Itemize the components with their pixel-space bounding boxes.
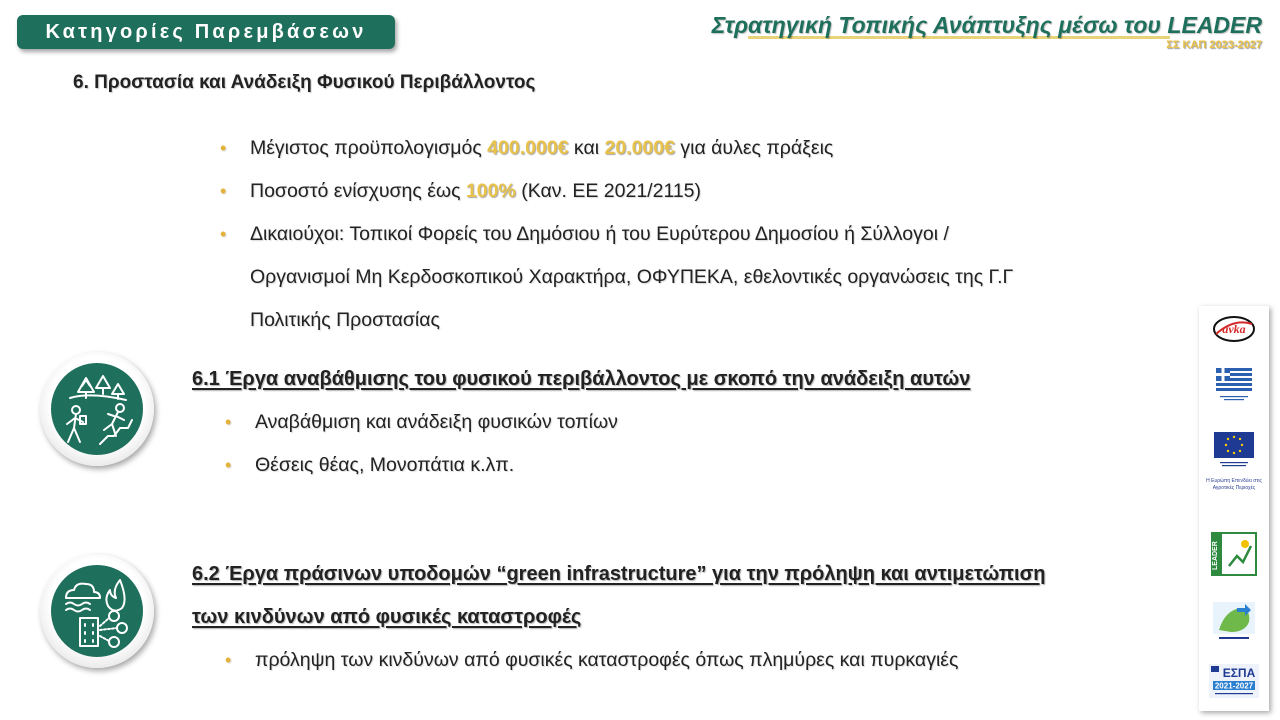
espa-years-text: 2021-2027: [1214, 681, 1254, 691]
leader-logo-text: LEADER: [1212, 541, 1219, 570]
eu-caption: Η Ευρώπη Επενδύει στις Αγροτικές Περιοχές: [1206, 478, 1262, 491]
budget-intangible-value: 20.000€: [604, 137, 675, 159]
list-item: [225, 401, 618, 444]
brand-title: Στρατηγική Τοπικής Ανάπτυξης μέσω του LEADER: [711, 12, 1262, 38]
aid-rate-value: 100%: [465, 180, 516, 202]
budget-max-value: 400.000€: [487, 137, 569, 159]
sponsor-logos-sidebar: [1199, 306, 1269, 711]
bullet-text: για άυλες πράξεις: [674, 137, 834, 159]
beneficiaries-line-2: Οργανισμοί Μη Κερδοσκοπικού Χαρακτήρα, ΟΦΥΠΕΚΑ, εθελοντικές οργανώσεις της Γ.Γ: [250, 266, 1014, 288]
subsection-2-title-line-1: 6.2 Έργα πράσινων υποδομών “green infrastructure” για την πρόληψη και αντιμετώπιση: [192, 563, 1046, 585]
csp-2023-2027-logo: [1211, 600, 1257, 649]
list-item: [225, 444, 618, 487]
list-item-text: πρόληψη των κινδύνων από φυσικές καταστροφές όπως πλημύρες και πυρκαγιές: [255, 649, 959, 671]
bullet-dot-icon: •: [225, 455, 232, 475]
list-item-text: Αναβάθμιση και ανάδειξη φυσικών τοπίων: [255, 411, 618, 433]
bullet-text: Ποσοστό ενίσχυσης έως: [250, 180, 466, 202]
eu-flag-icon: [1212, 432, 1256, 477]
avka-logo: [1212, 314, 1256, 349]
main-bullet-list: [220, 127, 1120, 342]
subsection-2-title-line-2: των κινδύνων από φυσικές καταστροφές: [192, 606, 582, 628]
bullet-text: (Καν. ΕΕ 2021/2115): [515, 180, 702, 202]
bullet-dot-icon: •: [225, 650, 232, 670]
subsection-1-title: 6.1 Έργα αναβάθμισης του φυσικού περιβάλλοντος με σκοπό την ανάδειξη αυτών: [192, 368, 971, 390]
subsection-2-list: [225, 639, 958, 682]
category-tag: Κατηγορίες Παρεμβάσεων: [17, 15, 395, 49]
bullet-text: και: [568, 137, 605, 159]
leader-logo: [1211, 532, 1257, 581]
hiking-icon: [40, 352, 154, 466]
bullet-budget: [220, 127, 1120, 170]
avka-logo-text: avka: [1222, 322, 1246, 336]
beneficiaries-line-1: Δικαιούχοι: Τοπικοί Φορείς του Δημόσιου ή του Ευρύτερου Δημοσίου ή Σύλλογοι /: [250, 223, 949, 245]
bullet-text: Μέγιστος προϋπολογισμός: [250, 137, 488, 159]
subsection-1-list: [225, 401, 618, 487]
bullet-dot-icon: •: [220, 138, 227, 158]
bullet-dot-icon: •: [220, 181, 227, 201]
bullet-beneficiaries: [220, 213, 1120, 342]
brand-subtitle: ΣΣ ΚΑΠ 2023-2027: [1166, 39, 1262, 51]
bullet-dot-icon: •: [220, 224, 227, 244]
list-item-text: Θέσεις θέας, Μονοπάτια κ.λπ.: [255, 454, 515, 476]
bullet-aid-rate: [220, 170, 1120, 213]
green-infrastructure-icon: [40, 554, 154, 668]
section-heading: 6. Προστασία και Ανάδειξη Φυσικού Περιβάλλοντος: [73, 72, 536, 93]
espa-logo-text: ΕΣΠΑ: [1222, 666, 1256, 680]
list-item: [225, 639, 958, 682]
bullet-dot-icon: •: [225, 412, 232, 432]
espa-logo: [1209, 662, 1259, 705]
beneficiaries-line-3: Πολιτικής Προστασίας: [250, 309, 440, 331]
greek-flag-icon: [1216, 368, 1252, 409]
brand-header: [712, 12, 1262, 51]
